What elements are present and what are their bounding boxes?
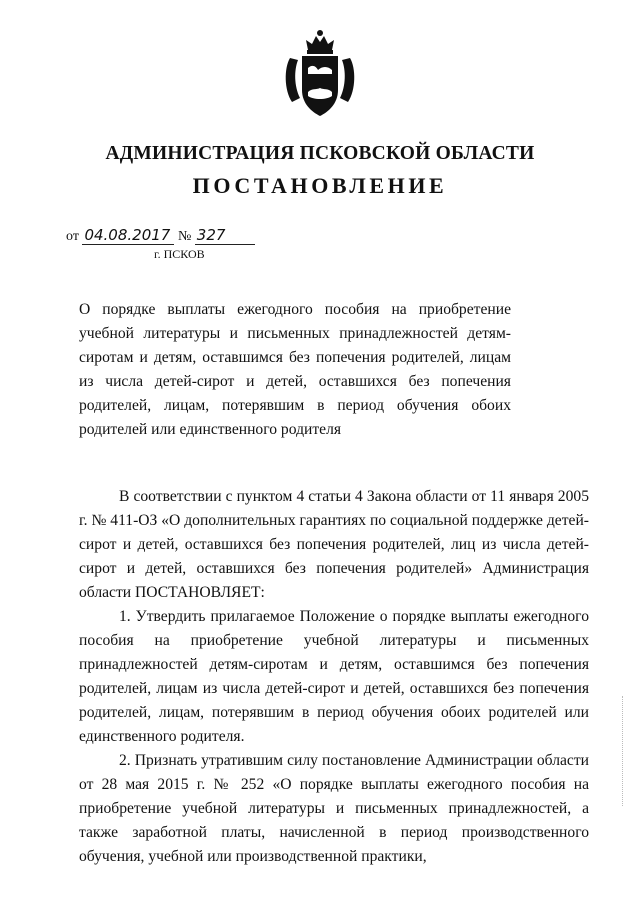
document-subject: О порядке выплаты ежегодного пособия на приобретение учебной литературы и письменных принадлежностей детям-сиротам и детям, оставшимся без попечения родителей, лицам из числа детей-сирот и детей, оставшихся без попечения родителей, лицам, потерявшим в период обучения обоих родителей или единственного родителя (79, 301, 511, 438)
document-type: ПОСТАНОВЛЕНИЕ (192, 173, 448, 198)
organization-title: АДМИНИСТРАЦИЯ ПСКОВСКОЙ ОБЛАСТИ (105, 143, 535, 164)
scan-margin-mark (622, 696, 627, 806)
item-2-paragraph: 2. Признать утратившим силу постановление Администрации области от 28 мая 2015 г. № 252 «О порядке выплаты ежегодного пособия на приобретение учебной литературы и письменных принадлежностей, а также заработной платы, начисленной в период производственного обучения, учебной или производственной практики, (79, 752, 589, 865)
document-date: 04.08.2017 (82, 226, 174, 245)
date-number-line (66, 226, 255, 245)
item-1-paragraph: 1. Утвердить прилагаемое Положение о порядке выплаты ежегодного пособия на приобретение учебной литературы и письменных принадлежностей детям-сиротам и детям, оставшимся без попечения родителей, лицам из числа детей-сирот и детей, оставшихся без попечения родителей, лицам, потерявшим в период обучения обоих родителей или единственного родителя. (79, 608, 589, 745)
document-number: 327 (195, 226, 255, 245)
from-label: от (66, 229, 79, 244)
coat-of-arms-icon (282, 28, 358, 118)
preamble-paragraph: В соответствии с пунктом 4 статьи 4 Закона области от 11 января 2005 г. № 411-ОЗ «О дополнительных гарантиях по социальной поддержке детей-сирот и детей, оставшихся без попечения родителей, лиц из числа детей-сирот и детей, оставшихся без попечения родителей» Администрация области ПОСТАНОВЛЯЕТ: (79, 488, 589, 601)
city-label: г. ПСКОВ (154, 247, 205, 261)
document-body (79, 485, 589, 869)
number-label: № (177, 229, 192, 244)
